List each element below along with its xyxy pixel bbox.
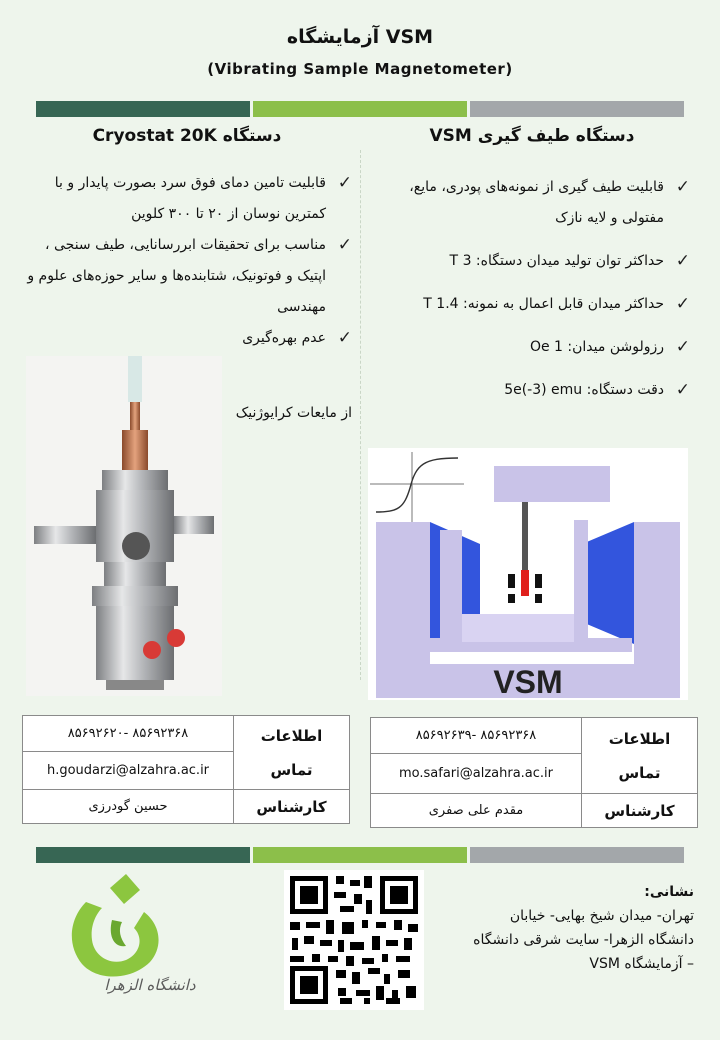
expert-label: کارشناس [582, 794, 698, 828]
logo-text: دانشگاه الزهرا [104, 976, 196, 994]
check-icon: ✓ [337, 173, 352, 193]
vsm-feature-item: ✓ حداکثر توان تولید میدان دستگاه: 3 T [372, 246, 690, 277]
vsm-feature-item: ✓ رزولوشن میدان: 1 Oe [372, 332, 690, 363]
address-line: – آزمایشگاه VSM [589, 956, 694, 972]
page-subtitle: (Vibrating Sample Magnetometer) [207, 60, 513, 78]
address-label: نشانی: [644, 884, 694, 900]
qr-code[interactable] [284, 870, 424, 1010]
address-block [432, 880, 694, 976]
cryostat-section-title: دستگاه Cryostat 20K [92, 126, 282, 146]
vsm-diagram [368, 448, 688, 700]
vsm-section-title: دستگاه طیف گیری VSM [429, 126, 635, 146]
vsm-feature-item: ✓ قابلیت طیف گیری از نمونه‌های پودری، مایع، مفتولی و لایه نازک [372, 172, 690, 234]
cryostat-photo [26, 356, 222, 696]
vsm-diagram-label: VSM [493, 664, 563, 700]
contact-table-left [22, 715, 350, 824]
top-bar-green [253, 101, 467, 117]
contact-email[interactable]: h.goudarzi@alzahra.ac.ir [23, 752, 234, 790]
cryostat-feature-item: ✓ قابلیت تامین دمای فوق سرد بصورت پایدار و با کمترین نوسان از ۲۰ تا ۳۰۰ کلوین [26, 168, 352, 230]
check-icon: ✓ [675, 380, 690, 400]
bottom-bar-gray [470, 847, 684, 863]
address-line: تهران- میدان شیخ بهایی- خیابان [509, 908, 694, 924]
check-icon: ✓ [337, 328, 352, 348]
contact-info-label: اطلاعات تماس [234, 716, 350, 790]
vsm-feature-list [372, 172, 690, 418]
cryostat-feature-item: ✓ مناسب برای تحقیقات ابررسانایی، طیف سنجی ، اپتیک و فوتونیک، شتابنده‌ها و سایر حوزه‌های علوم و مهندسی [26, 230, 352, 323]
cryostat-extra-line: از مایعات کرایوژنیک [235, 405, 352, 421]
check-icon: ✓ [675, 294, 690, 314]
expert-label: کارشناس [234, 790, 350, 824]
vsm-feature-item: ✓ دقت دستگاه: 5e(-3) emu [372, 375, 690, 406]
cryostat-feature-item: ✓ عدم بهره‌گیری [26, 323, 352, 354]
top-bar-gray [470, 101, 684, 117]
check-icon: ✓ [675, 337, 690, 357]
check-icon: ✓ [675, 177, 690, 197]
contact-table-right [370, 717, 698, 828]
check-icon: ✓ [337, 235, 352, 255]
university-logo [52, 872, 212, 1002]
contact-email[interactable]: mo.safari@alzahra.ac.ir [371, 754, 582, 794]
check-icon: ✓ [675, 251, 690, 271]
vsm-feature-item: ✓ حداکثر میدان قابل اعمال به نمونه: 1.4 T [372, 289, 690, 320]
bottom-bar-green [253, 847, 467, 863]
contact-info-label: اطلاعات تماس [582, 718, 698, 794]
cryostat-feature-list [26, 168, 352, 354]
expert-name: حسین گودرزی [23, 790, 234, 824]
page-title: آزمایشگاه VSM [286, 26, 434, 48]
expert-name: مقدم علی صفری [371, 794, 582, 828]
contact-phones: ۸۵۶۹۲۳۶۸ -۸۵۶۹۲۶۳۹ [371, 718, 582, 754]
bottom-bar-dark [36, 847, 250, 863]
top-bar-dark [36, 101, 250, 117]
column-divider [360, 150, 361, 680]
address-line: دانشگاه الزهرا- سایت شرقی دانشگاه [473, 932, 694, 948]
contact-phones: ۸۵۶۹۲۳۶۸ -۸۵۶۹۲۶۲۰ [23, 716, 234, 752]
